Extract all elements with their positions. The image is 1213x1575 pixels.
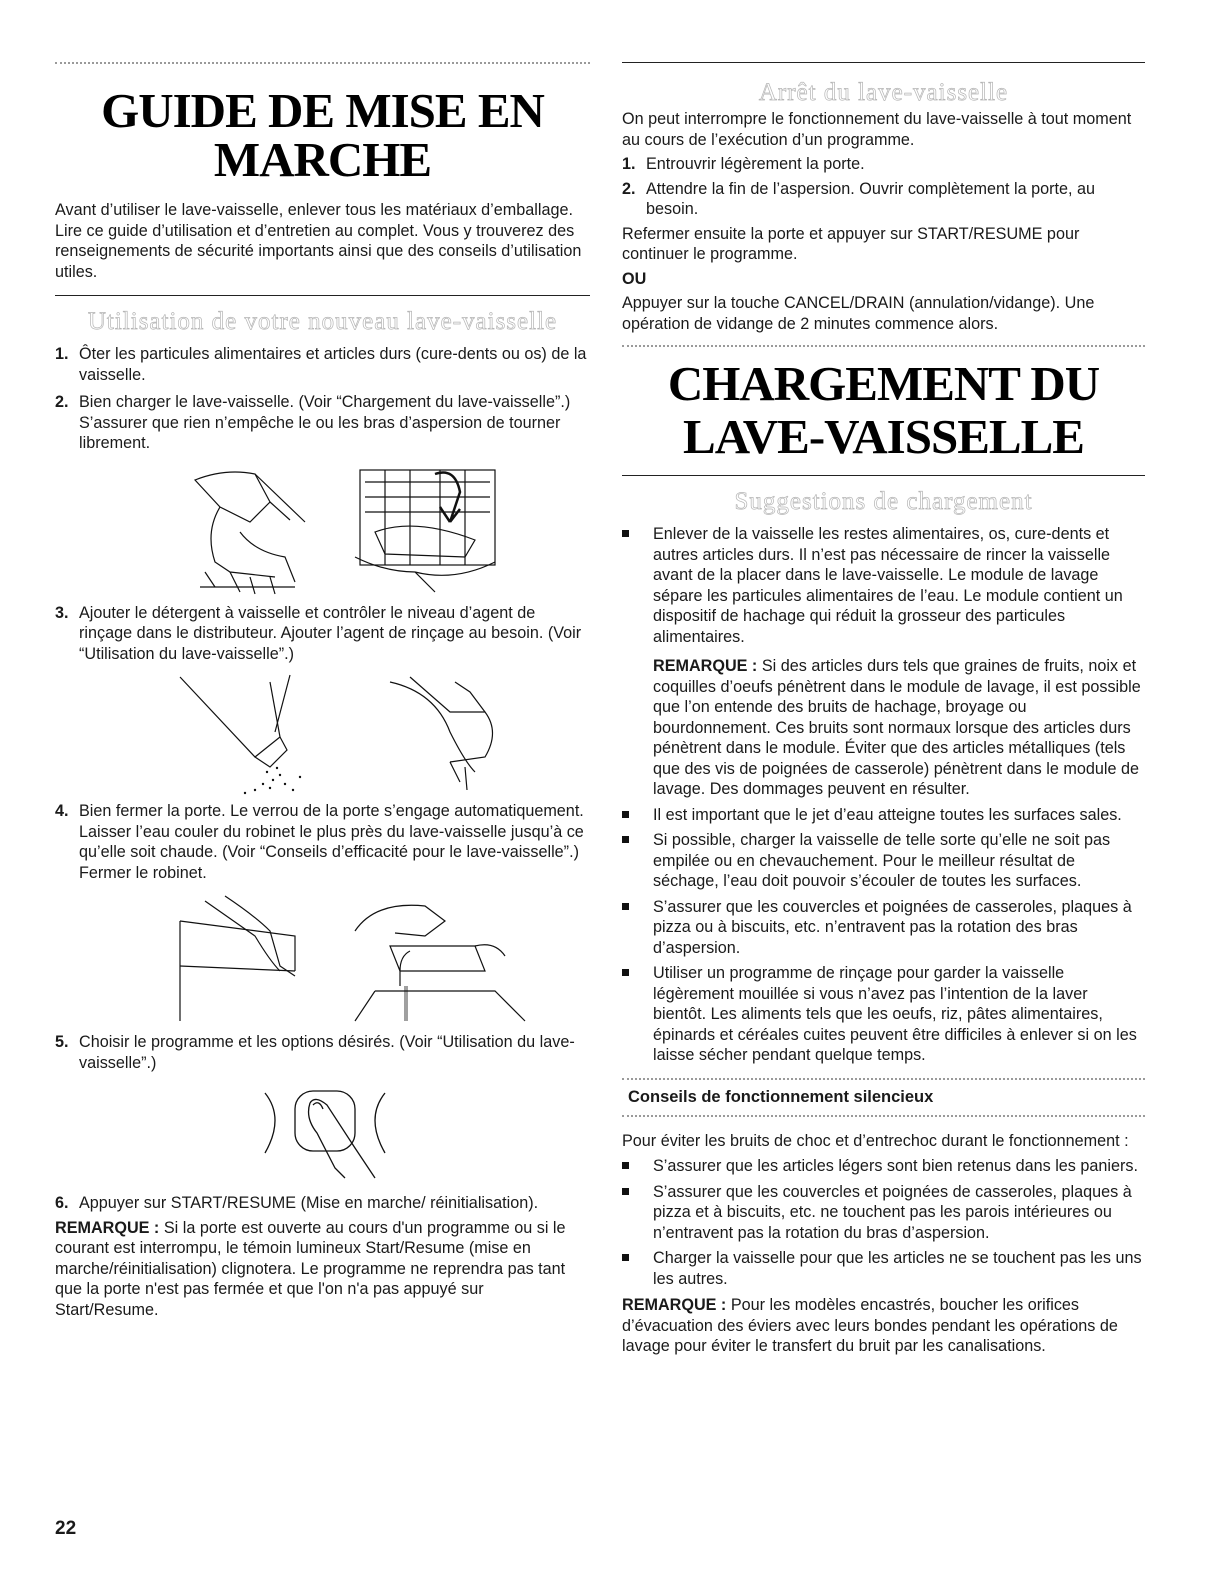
hand-loading-dishes-icon (55, 462, 590, 597)
remark1-paragraph (622, 656, 1145, 800)
start-steps (55, 344, 590, 454)
loading-bullet-5 (622, 963, 1145, 1066)
loading-title-line1: CHARGEMENT DU (667, 356, 1100, 411)
loading-bullet-4 (622, 897, 1145, 959)
bullet-text: Enlever de la vaisselle les restes alimentaires, os, cure-dents et autres articles durs. Il n’est pas nécessaire de rincer la vaisselle avant de la placer dans le lave-vaisselle. Le module de lavage sépare les particules alimentaires de l’eau. Le module contient un dispositif de hachage qui réduit la grosseur des particules alimentaires. (653, 525, 1123, 646)
start-steps-cont3 (55, 1032, 590, 1073)
stop-step-1 (622, 154, 1145, 175)
quiet-top-rule (622, 1078, 1145, 1080)
bullet-square-icon (622, 1254, 629, 1261)
bullet-text: Charger la vaisselle pour que les articles ne se touchent pas les uns les autres. (653, 1249, 1142, 1288)
quiet-bottom-rule (622, 1115, 1145, 1117)
step-text: Ôter les particules alimentaires et articles durs (cure-dents ou os) de la vaisselle. (79, 345, 587, 384)
quiet-bullet-3 (622, 1248, 1145, 1289)
remark-paragraph (55, 1218, 590, 1321)
bullet-square-icon (622, 1162, 629, 1169)
loading-bullet-3 (622, 830, 1145, 892)
start-steps-cont (55, 603, 590, 665)
left-column (55, 62, 590, 1320)
step-1 (55, 344, 590, 385)
bullet-square-icon (622, 811, 629, 818)
step-5 (55, 1032, 590, 1073)
loading-bullets (622, 524, 1145, 647)
quiet-bullet-2 (622, 1182, 1145, 1244)
start-steps-cont4 (55, 1193, 590, 1214)
right-column (622, 62, 1145, 1357)
quiet-bullet-1 (622, 1156, 1145, 1177)
step-number: 1. (55, 345, 69, 363)
remark-label: REMARQUE : (55, 1218, 160, 1237)
step-text: Choisir le programme et les options désirés. (Voir “Utilisation du lave-vaisselle”.) (79, 1033, 575, 1072)
button-press-illustration (55, 1083, 590, 1183)
dotted-rule-right (622, 345, 1145, 347)
top-dotted-rule (55, 62, 590, 64)
page-title: GUIDE DE MISE EN MARCHE (101, 83, 544, 187)
stop-step-2 (622, 179, 1145, 220)
loading-illustration (55, 462, 590, 597)
bullet-text: S’assurer que les couvercles et poignées de casseroles, plaques à pizza ou à biscuits, etc. n’entravent pas la rotation des bras d’aspersion. (653, 897, 1132, 957)
loading-bullets-2 (622, 805, 1145, 1066)
step-number: 2. (55, 393, 69, 411)
remark-label: REMARQUE : (653, 657, 758, 675)
bullet-square-icon (622, 530, 629, 537)
stop-intro: On peut interrompre le fonctionnement du lave-vaisselle à tout moment au cours de l’exécution d’un programme. (622, 110, 1132, 149)
step-text: Appuyer sur START/RESUME (Mise en marche/ réinitialisation). (79, 1194, 539, 1212)
step-text: Ajouter le détergent à vaisselle et contrôler le niveau d’agent de rinçage dans le distributeur. Ajouter l’agent de rinçage au besoin. (Voir “Utilisation du lave-vaisselle”.) (79, 603, 582, 663)
step-number: 3. (55, 603, 69, 622)
step-number: 2. (622, 179, 636, 198)
section-rule (55, 295, 590, 296)
step-4 (55, 801, 590, 883)
top-rule-right (622, 62, 1145, 63)
bullet-text: S’assurer que les couvercles et poignées de casseroles, plaques à pizza et à biscuits, etc. ne touchent pas les parois intérieures ou n’entravent pas la rotation du bras d’aspersion. (653, 1182, 1132, 1242)
detergent-pour-icon (55, 672, 590, 797)
bullet-text: Il est important que le jet d’eau atteigne toutes les surfaces sales. (653, 805, 1122, 824)
quiet-heading: Conseils de fonctionnement silencieux (628, 1087, 934, 1106)
remark-text: Si des articles durs tels que graines de fruits, noix et coquilles d’oeufs pénètrent dans le module de lavage, il est possible que l’on entende des bruits de hachage, broyage ou bourdonnement. Ces bruits sont normaux lorsque des articles durs pénètrent dans le module. Éviter que des articles métalliques (tels que des vis de poignées de casserole) pénètrent dans le module de lavage. Des dommages peuvent en résulter. (653, 657, 1141, 798)
step-text: Bien charger le lave-vaisselle. (Voir “Chargement du lave-vaisselle”.) S’assurer que rien n’empêche le ou les bras d’aspersion de tourner librement. (79, 393, 571, 452)
cancel-paragraph: Appuyer sur la touche CANCEL/DRAIN (annulation/vidange). Une opération de vidange de 2 minutes commence alors. (622, 294, 1095, 333)
stop-after: Refermer ensuite la porte et appuyer sur START/RESUME pour continuer le programme. (622, 224, 1080, 263)
door-faucet-illustration (55, 891, 590, 1026)
close-door-faucet-icon (55, 891, 590, 1026)
step-number: 1. (622, 155, 636, 173)
step-number: 5. (55, 1033, 69, 1051)
section-subhead: Utilisation de votre nouveau lave-vaisselle (87, 308, 558, 335)
step-2 (55, 392, 590, 454)
bullet-text: Si possible, charger la vaisselle de telle sorte qu’elle ne soit pas empilée ou en chevauchement. Pour le meilleur résultat de séchage, l’eau doit pouvoir s’écouler de toutes les surfaces. (653, 831, 1111, 890)
page-number: 22 (55, 1518, 77, 1539)
step-text: Bien fermer la porte. Le verrou de la porte s’engage automatiquement. Laisser l’eau couler du robinet le plus près du lave-vaisselle jusqu’à ce qu’elle soit chaude. (Voir “Conseils d’efficacité pour le lave-vaisselle”.) Fermer le robinet. (79, 802, 584, 882)
bullet-square-icon (622, 903, 629, 910)
loading-bullet-1 (622, 524, 1145, 647)
bullet-text: Utiliser un programme de rinçage pour garder la vaisselle légèrement mouillée si vous n’avez pas l’intention de la laver bientôt. Les aliments tels que les oeufs, riz, pâtes alimentaires, épinards et céréales cuites peuvent être difficiles à enlever si on les laisse sécher pendant quelque temps. (653, 964, 1137, 1064)
detergent-illustration (55, 672, 590, 797)
start-steps-cont2 (55, 801, 590, 883)
stop-steps (622, 154, 1145, 220)
bullet-square-icon (622, 836, 629, 843)
remark2-paragraph (622, 1295, 1145, 1357)
bullet-square-icon (622, 969, 629, 976)
loading-rule (622, 475, 1145, 476)
finger-press-button-icon (55, 1083, 590, 1183)
loading-title-line2: LAVE-VAISSELLE (683, 409, 1084, 464)
ou-label: OU (622, 269, 647, 288)
remark-text: Si la porte est ouverte au cours d'un programme ou si le courant est interrompu, le témoin lumineux Start/Resume (mise en marche/réinitialisation) clignotera. Le programme ne reprendra pas tant que la porte n'est pas fermée et que l'on n'a pas appuyé sur Start/Resume. (55, 1218, 566, 1319)
step-number: 4. (55, 802, 69, 820)
step-number: 6. (55, 1194, 69, 1212)
intro-paragraph: Avant d’utiliser le lave-vaisselle, enlever tous les matériaux d’emballage. Lire ce guide d’utilisation et d’entretien au complet. Vous y trouverez des renseignements de sécurité importants ainsi que des conseils d’utilisation utiles. (55, 201, 582, 281)
bullet-text: S’assurer que les articles légers sont bien retenus dans les paniers. (653, 1157, 1138, 1175)
step-text: Attendre la fin de l’aspersion. Ouvrir complètement la porte, au besoin. (646, 179, 1095, 218)
remark-text: Pour les modèles encastrés, boucher les orifices d’évacuation des éviers avec leurs bondes pendant les opérations de lavage pour éviter le transfert du bruit par les canalisations. (622, 1296, 1118, 1355)
step-3 (55, 603, 590, 665)
step-text: Entrouvrir légèrement la porte. (646, 155, 865, 173)
stop-subhead: Arrêt du lave-vaisselle (758, 79, 1009, 106)
suggestions-subhead: Suggestions de chargement (734, 488, 1033, 515)
bullet-square-icon (622, 1188, 629, 1195)
quiet-intro: Pour éviter les bruits de choc et d’entrechoc durant le fonctionnement : (622, 1131, 1129, 1150)
loading-bullet-2 (622, 805, 1145, 826)
quiet-bullets (622, 1156, 1145, 1289)
step-6 (55, 1193, 590, 1214)
remark-label: REMARQUE : (622, 1296, 727, 1314)
